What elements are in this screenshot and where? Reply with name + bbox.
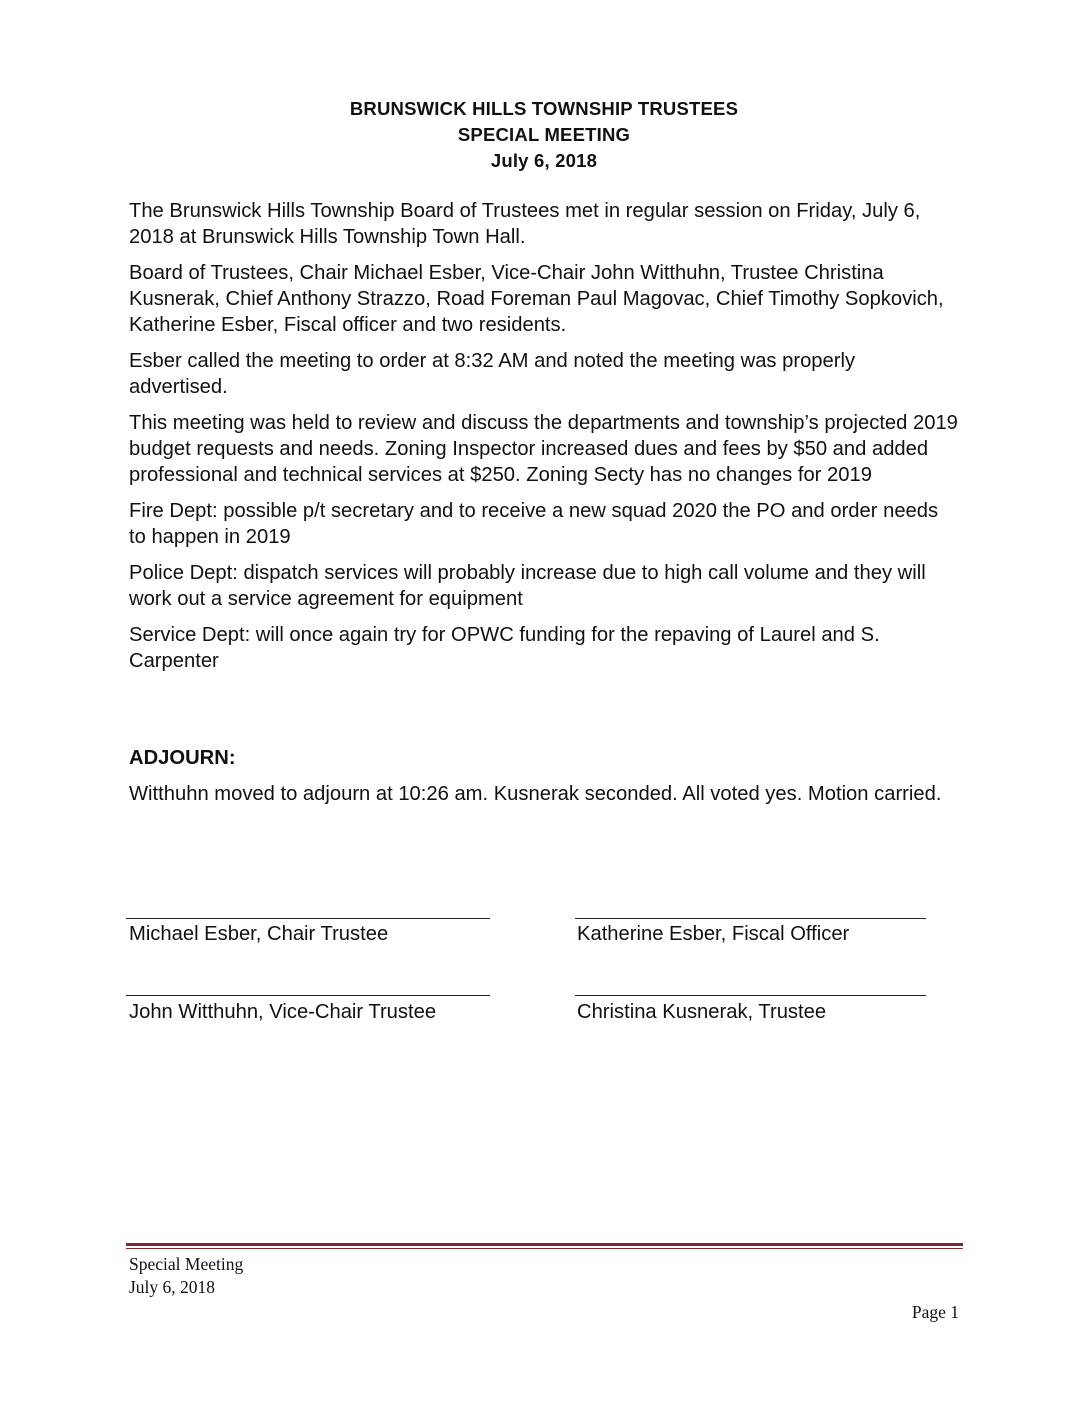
- signature-line-vice-chair: [126, 995, 490, 996]
- signature-line-fiscal-officer: [575, 918, 926, 919]
- signature-line-chair: [126, 918, 490, 919]
- paragraph-service-dept: Service Dept: will once again try for OPWC funding for the repaving of Laurel and S. Carpenter: [129, 624, 880, 672]
- paragraph-police-dept: Police Dept: dispatch services will probably increase due to high call volume and they will work out a service agreement for equipment: [129, 562, 926, 610]
- adjourn-motion: Witthuhn moved to adjourn at 10:26 am. Kusnerak seconded. All voted yes. Motion carried.: [129, 783, 942, 805]
- footer-meeting-type: Special Meeting: [129, 1254, 244, 1274]
- paragraph-fire-dept: Fire Dept: possible p/t secretary and to receive a new squad 2020 the PO and order needs to happen in 2019: [129, 500, 939, 548]
- header-meeting-type: SPECIAL MEETING: [457, 124, 631, 145]
- footer-rule: [126, 1243, 963, 1246]
- paragraph-call-to-order: Esber called the meeting to order at 8:32 AM and noted the meeting was properly advertised.: [129, 350, 856, 398]
- adjourn-heading: ADJOURN:: [129, 747, 236, 769]
- footer-date: July 6, 2018: [129, 1277, 216, 1297]
- signature-label-chair: Michael Esber, Chair Trustee: [129, 923, 389, 945]
- document-header: [0, 96, 1088, 174]
- header-organization: BRUNSWICK HILLS TOWNSHIP TRUSTEES: [349, 98, 739, 119]
- footer-info: [129, 1253, 243, 1299]
- paragraph-budget-review: This meeting was held to review and discuss the departments and township’s projected 2019 budget requests and needs. Zoning Inspector increased dues and fees by $50 and added professional and technical services at $250. Zoning Secty has no changes for 2019: [129, 412, 958, 486]
- paragraph-attendees: Board of Trustees, Chair Michael Esber, Vice-Chair John Witthuhn, Trustee Christina Kusnerak, Chief Anthony Strazzo, Road Foreman Paul Magovac, Chief Timothy Sopkovich, Katherine Esber, Fiscal officer and two residents.: [129, 262, 944, 336]
- paragraph-session: The Brunswick Hills Township Board of Trustees met in regular session on Friday, July 6, 2018 at Brunswick Hills Township Town Hall.: [129, 200, 921, 248]
- signature-label-trustee: Christina Kusnerak, Trustee: [577, 1001, 827, 1023]
- signature-line-trustee: [575, 995, 926, 996]
- footer-rule-secondary: [126, 1248, 963, 1249]
- header-date: July 6, 2018: [490, 150, 598, 171]
- page-number: Page 1: [911, 1302, 959, 1322]
- signature-label-fiscal-officer: Katherine Esber, Fiscal Officer: [577, 923, 850, 945]
- minutes-body: [129, 198, 959, 684]
- signature-label-vice-chair: John Witthuhn, Vice-Chair Trustee: [129, 1001, 437, 1023]
